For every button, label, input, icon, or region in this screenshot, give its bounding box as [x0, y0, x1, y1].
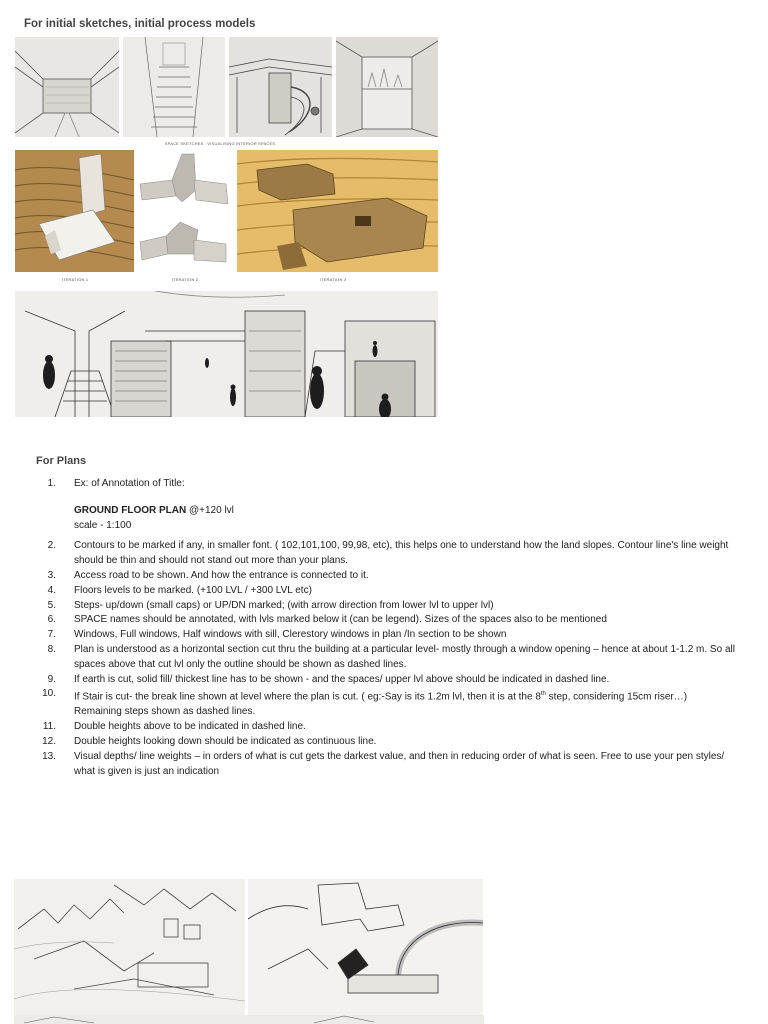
list-item: [36, 584, 736, 599]
list-item-number: 5.: [47, 599, 56, 611]
list-item: [36, 477, 736, 539]
list-item-text: Double heights looking down should be indicated as continuous line.: [74, 736, 377, 748]
list-item: [36, 613, 736, 628]
list-item-number: 9.: [47, 673, 56, 685]
list-item-text: Double heights above to be indicated in dashed line.: [74, 721, 306, 733]
list-item-number: 11.: [42, 721, 56, 733]
plans-section: [36, 455, 736, 779]
sketch-staircase-image: [123, 37, 225, 137]
list-item-number: 8.: [47, 643, 56, 655]
model-iteration-1-image: [15, 150, 134, 272]
list-item-number: 7.: [47, 629, 56, 641]
list-item-text: Visual depths/ line weights – in orders of what is cut gets the darkest value, and then in reducing order of what is seen. Free to use your pen styles/ what is given is just an indication: [74, 750, 725, 777]
model-iteration-2-image: [136, 150, 232, 272]
sketch-spiral-stair-image: [229, 37, 332, 137]
plan-sketch-left-image: [14, 879, 245, 1015]
title-example-level: @+120 lvl: [186, 504, 234, 516]
scale-annotation-example: scale - 1:100: [74, 519, 132, 531]
list-item-text: Steps- up/down (small caps) or UP/DN marked; (with arrow direction from lower lvl to upper lvl): [74, 599, 494, 611]
list-item-number: 10.: [42, 688, 56, 700]
plan-sketch-right-image: [248, 879, 483, 1015]
list-item-number: 13.: [42, 750, 56, 762]
list-item-text: Windows, Full windows, Half windows with sill, Clerestory windows in plan /In section to be shown: [74, 629, 507, 641]
list-item-text: Ex: of Annotation of Title:: [74, 478, 185, 489]
plan-sketch-strip-image: [14, 1015, 484, 1024]
list-item-text: If earth is cut, solid fill/ thickest line has to be shown - and the spaces/ upper lvl above should be indicated in dashed line.: [74, 673, 610, 685]
list-item-number: 12.: [42, 736, 56, 748]
list-item-text: Floors levels to be marked. (+100 LVL / +300 LVL etc): [74, 584, 312, 596]
sketch-window-view-image: [336, 37, 438, 137]
iteration-2-label: ITERATION 2: [171, 277, 199, 282]
list-item-number: 6.: [47, 614, 56, 626]
title-example-bold: GROUND FLOOR PLAN: [74, 504, 187, 516]
list-item-text: Access road to be shown. And how the entrance is connected to it.: [74, 569, 369, 581]
iteration-1-label: ITERATION 1: [61, 277, 89, 282]
iteration-3-label: ITERATION 3: [319, 277, 347, 282]
list-item: [36, 599, 736, 614]
space-sketches-caption: SPACE SKETCHES : VISUALISING INTERIOR SPACES: [164, 141, 276, 146]
list-item: [36, 687, 736, 720]
list-item-text: Contours to be marked if any, in smaller font. ( 102,101,100, 99,98, etc), this helps one to understand how the land slopes. Contour line's line weight should be thin and should not stand out more than your plans.: [74, 540, 729, 567]
list-item: [36, 628, 736, 643]
plans-heading: For Plans: [36, 455, 87, 467]
ordinal-superscript: th: [540, 691, 546, 698]
list-item: [36, 569, 736, 584]
list-item: [36, 720, 736, 735]
list-item-number: 4.: [47, 584, 56, 596]
sketch-corridor-image: [15, 37, 119, 137]
list-item-text: If Stair is cut- the break line shown at level where the plan is cut. ( eg:-Say is its 1.2m lvl, then it is at the 8: [74, 691, 541, 703]
list-item-number: 1.: [47, 478, 56, 489]
plans-list: [36, 477, 736, 779]
list-item: [36, 643, 736, 673]
panoramic-sketch-image: [15, 291, 438, 417]
list-item: [36, 735, 736, 750]
model-iteration-3-image: [237, 150, 438, 272]
list-item-text: Plan is understood as a horizontal section cut thru the building at a particular level- mostly through a window opening – hence at about 1-1.2 m. So all spaces above that cut lvl only the outline should be shown as dashed lines.: [74, 643, 735, 670]
sketches-heading: For initial sketches, initial process models: [24, 18, 256, 30]
list-item-number: 3.: [47, 569, 56, 581]
list-item-number: 2.: [47, 540, 56, 552]
list-item: [36, 750, 736, 780]
list-item: [36, 673, 736, 688]
title-annotation-example: [74, 504, 736, 519]
list-item-text-continued: step, considering 15cm riser…) Remaining steps shown as dashed lines.: [74, 691, 688, 718]
list-item: [36, 539, 736, 569]
list-item-text: SPACE names should be annotated, with lvls marked below it (can be legend). Sizes of the spaces also to be mentioned: [74, 614, 607, 626]
